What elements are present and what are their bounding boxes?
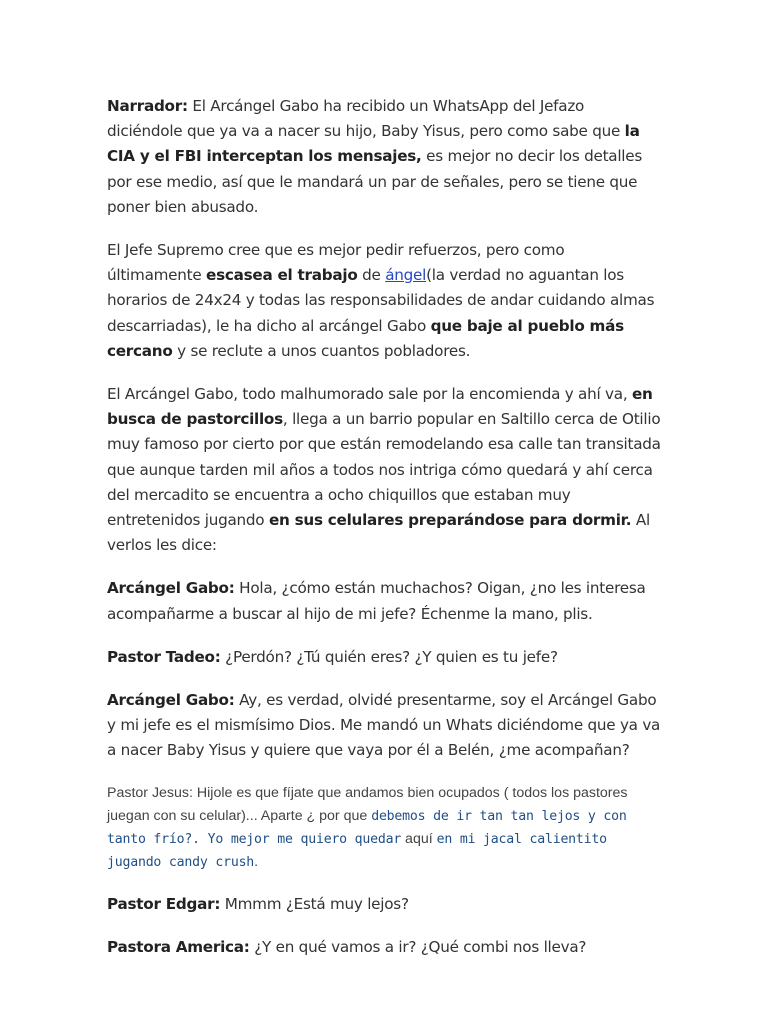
dialogue-text: Mmmm ¿Está muy lejos? [220,894,409,913]
paragraph-jefe-supremo [107,238,663,364]
paragraph-text: es mejor no decir los detalles por ese medio, así que le mandará un par de señales, pero se tiene que poner bien abusado. [107,147,643,216]
bold-text: en busca de pastorcillos [107,385,653,429]
speaker-label: Arcángel Gabo: [107,579,235,598]
dialogue-text: ¿Y en qué vamos a ir? ¿Qué combi nos lleva? [249,937,587,956]
dialogue-text: Hola, ¿cómo están muchachos? Oigan, ¿no les interesa acompañarme a buscar al hijo de mi jefe? Échenme la mano, plis. [107,579,646,623]
paragraph-encomienda [107,382,663,558]
bold-text: en sus celulares preparándose para dormir. [268,511,632,530]
paragraph-text: y se reclute a unos cuantos pobladores. [172,341,471,360]
dialogue-text: . [254,853,259,870]
angel-link[interactable]: ángel [385,266,427,285]
dialogue-pastor-tadeo [107,645,663,670]
paragraph-text: Al verlos les dice: [107,511,650,555]
paragraph-text: , llega a un barrio popular en Saltillo cerca de Otilio muy famoso por cierto por que están remodelando esa calle tan transitada que aunque tarden mil años a todos nos intriga cómo quedará y ahí cerca del mercadito se encuentra a ocho chiquillos que estaban muy entretenidos jugando [107,410,661,530]
paragraph-text: (la verdad no aguantan los horarios de 24x24 y todas las responsabilidades de andar cuidando almas descarriadas), le ha dicho al arcángel Gabo [107,266,655,335]
speaker-label: Narrador: [107,97,188,115]
dialogue-text: Ay, es verdad, olvidé presentarme, soy el Arcángel Gabo y mi jefe es el mismísimo Dios. Me mandó un Whats diciéndome que ya va a nacer Baby Yisus y quiere que vaya por él a Belén, ¿me acompañan? [107,691,661,760]
dialogue-text: aquí [401,830,437,847]
dialogue-pastora-america [107,935,663,960]
paragraph-narrador [107,94,663,220]
mono-text: debemos de ir tan tan lejos y con tanto frío?. Yo mejor me quiero quedar [107,808,627,847]
speaker-label: Pastora America: [107,937,250,956]
paragraph-text: de [357,266,386,285]
speaker-label: Pastor Edgar: [107,894,221,913]
bold-text: la CIA y el FBI interceptan los mensajes, [107,122,640,166]
dialogue-pastor-jesus [107,782,663,874]
dialogue-arcangel-gabo-2 [107,688,663,764]
document-body [107,94,663,978]
speaker-label: Arcángel Gabo: [107,691,235,710]
bold-text: que baje al pueblo más cercano [107,316,624,360]
dialogue-text: ¿Perdón? ¿Tú quién eres? ¿Y quien es tu jefe? [220,647,558,666]
bold-text: escasea el trabajo [206,266,358,285]
paragraph-text: El Jefe Supremo cree que es mejor pedir refuerzos, pero como últimamente [107,241,565,285]
dialogue-arcangel-gabo-1 [107,576,663,626]
dialogue-text: Pastor Jesus: Hijole es que fíjate que andamos bien ocupados ( todos los pastores juegan con su celular)... Aparte ¿ por que [107,784,628,824]
paragraph-text: El Arcángel Gabo, todo malhumorado sale por la encomienda y ahí va, [107,385,632,404]
mono-text: en mi jacal calientito jugando candy crush [107,831,607,870]
dialogue-pastor-edgar [107,892,663,917]
speaker-label: Pastor Tadeo: [107,647,221,666]
paragraph-text: El Arcángel Gabo ha recibido un WhatsApp del Jefazo diciéndole que ya va a nacer su hijo, Baby Yisus, pero como sabe que [107,97,625,141]
